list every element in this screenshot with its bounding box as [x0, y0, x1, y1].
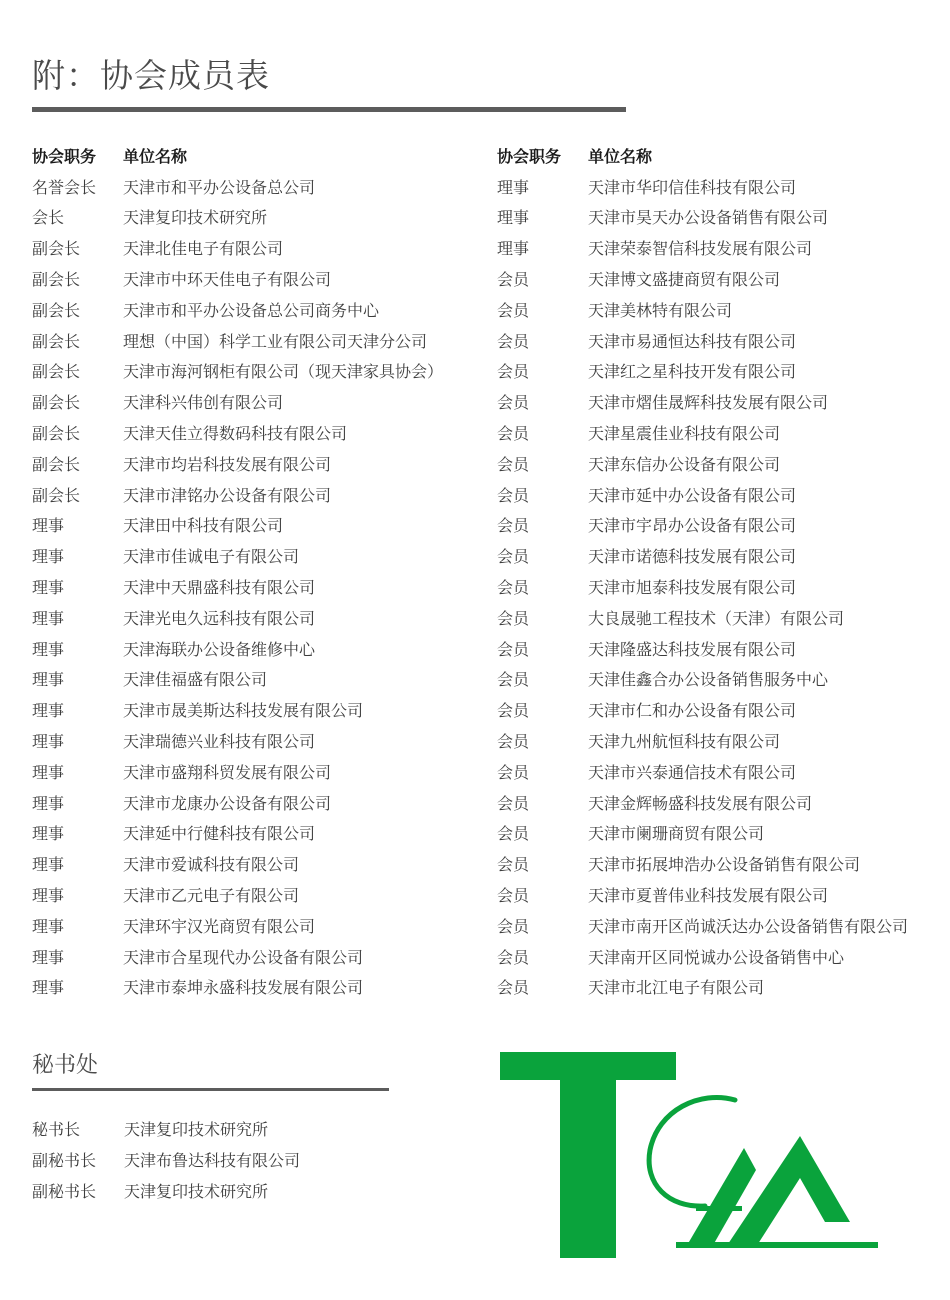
table-row — [32, 540, 482, 571]
table-row — [497, 879, 947, 910]
table-row — [497, 941, 947, 972]
member-role: 会员 — [497, 608, 530, 628]
member-role: 会员 — [497, 547, 530, 567]
member-unit: 天津市延中办公设备有限公司 — [588, 485, 797, 505]
table-row — [32, 694, 482, 725]
member-unit: 天津市夏普伟业科技发展有限公司 — [588, 886, 829, 906]
member-role: 会员 — [497, 516, 530, 536]
member-role: 会员 — [497, 793, 530, 813]
member-unit: 天津复印技术研究所 — [124, 1120, 269, 1139]
member-role: 理事 — [32, 978, 65, 998]
member-unit: 天津金辉畅盛科技发展有限公司 — [588, 793, 813, 813]
member-role: 会员 — [497, 701, 530, 721]
member-unit: 天津南开区同悦诚办公设备销售中心 — [588, 947, 845, 967]
member-unit: 天津隆盛达科技发展有限公司 — [588, 639, 797, 659]
member-role: 会员 — [497, 916, 530, 936]
table-row — [497, 263, 947, 294]
member-unit: 天津市泰坤永盛科技发展有限公司 — [123, 978, 364, 998]
role-column-header: 协会职务 — [32, 146, 97, 166]
member-unit: 天津市华印信佳科技有限公司 — [588, 177, 797, 197]
member-role: 理事 — [32, 886, 65, 906]
member-role: 副会长 — [32, 331, 81, 351]
member-unit: 天津延中行健科技有限公司 — [123, 824, 316, 844]
member-unit: 天津科兴伟创有限公司 — [123, 393, 284, 413]
table-row — [32, 294, 482, 325]
member-unit: 天津市南开区尚诚沃达办公设备销售有限公司 — [588, 916, 909, 936]
table-header — [497, 140, 947, 171]
table-row — [497, 602, 947, 633]
member-unit: 天津佳鑫合办公设备销售服务中心 — [588, 670, 829, 690]
member-role: 会员 — [497, 270, 530, 290]
member-role: 理事 — [32, 670, 65, 690]
table-row — [497, 171, 947, 202]
table-row — [497, 325, 947, 356]
member-role: 会员 — [497, 886, 530, 906]
table-row — [497, 787, 947, 818]
member-unit: 天津市易通恒达科技有限公司 — [588, 331, 797, 351]
role-column-header: 协会职务 — [497, 146, 562, 166]
member-unit: 天津市佳诚电子有限公司 — [123, 547, 300, 567]
member-role: 会员 — [497, 300, 530, 320]
member-role: 会员 — [497, 855, 530, 875]
table-row — [32, 910, 482, 941]
member-unit: 天津星震佳业科技有限公司 — [588, 424, 781, 444]
table-row — [32, 202, 482, 233]
member-role: 会员 — [497, 393, 530, 413]
table-row — [497, 417, 947, 448]
table-row — [32, 386, 482, 417]
member-unit: 天津复印技术研究所 — [123, 208, 268, 228]
table-row — [497, 818, 947, 849]
member-role: 理事 — [32, 516, 65, 536]
logo-t-bar — [500, 1052, 676, 1080]
member-role: 副秘书长 — [32, 1182, 97, 1201]
table-row — [497, 202, 947, 233]
member-unit: 天津市津铭办公设备有限公司 — [123, 485, 332, 505]
member-role: 理事 — [32, 578, 65, 598]
table-row — [497, 756, 947, 787]
table-row — [497, 479, 947, 510]
table-row — [32, 725, 482, 756]
table-row — [497, 694, 947, 725]
table-row — [497, 725, 947, 756]
member-unit: 天津市海河钢柜有限公司（现天津家具协会） — [123, 362, 444, 382]
member-unit: 天津九州航恒科技有限公司 — [588, 732, 781, 752]
table-row — [497, 448, 947, 479]
member-role: 会员 — [497, 824, 530, 844]
member-role: 副会长 — [32, 393, 81, 413]
member-unit: 天津市乙元电子有限公司 — [123, 886, 300, 906]
member-role: 理事 — [32, 547, 65, 567]
member-unit: 天津北佳电子有限公司 — [123, 239, 284, 259]
table-row — [32, 479, 482, 510]
member-role: 会员 — [497, 947, 530, 967]
member-role: 副会长 — [32, 270, 81, 290]
member-role: 理事 — [32, 639, 65, 659]
table-row — [32, 879, 482, 910]
member-unit: 天津佳福盛有限公司 — [123, 670, 268, 690]
table-row — [497, 664, 947, 695]
member-unit: 天津市晟美斯达科技发展有限公司 — [123, 701, 364, 721]
member-unit: 天津市兴泰通信技术有限公司 — [588, 762, 797, 782]
table-row — [32, 171, 482, 202]
table-row — [497, 848, 947, 879]
table-row — [497, 972, 947, 1003]
title-divider — [32, 107, 626, 112]
table-row — [32, 1175, 300, 1206]
table-row — [32, 787, 482, 818]
page-title: 附：协会成员表 — [32, 56, 270, 95]
table-row — [32, 325, 482, 356]
member-role: 会员 — [497, 331, 530, 351]
table-row — [32, 1144, 300, 1175]
member-role: 会员 — [497, 424, 530, 444]
member-role: 理事 — [32, 824, 65, 844]
secretariat-divider — [32, 1088, 389, 1091]
table-row — [32, 602, 482, 633]
member-unit: 天津市熠佳晟辉科技发展有限公司 — [588, 393, 829, 413]
member-role: 会员 — [497, 978, 530, 998]
member-unit: 天津复印技术研究所 — [124, 1182, 269, 1201]
member-unit: 天津瑞德兴业科技有限公司 — [123, 732, 316, 752]
member-unit: 天津市和平办公设备总公司商务中心 — [123, 300, 380, 320]
member-unit: 天津东信办公设备有限公司 — [588, 454, 781, 474]
table-row — [32, 417, 482, 448]
member-unit: 天津市拓展坤浩办公设备销售有限公司 — [588, 855, 861, 875]
table-row — [32, 1113, 300, 1144]
member-unit: 天津市阑珊商贸有限公司 — [588, 824, 765, 844]
member-unit: 天津市中环天佳电子有限公司 — [123, 270, 332, 290]
table-row — [497, 386, 947, 417]
table-row — [32, 972, 482, 1003]
table-row — [32, 664, 482, 695]
member-role: 理事 — [32, 793, 65, 813]
secretariat-list — [32, 1113, 300, 1206]
member-unit: 天津市旭泰科技发展有限公司 — [588, 578, 797, 598]
member-role: 会员 — [497, 762, 530, 782]
unit-column-header: 单位名称 — [588, 146, 653, 166]
member-unit: 天津美林特有限公司 — [588, 300, 733, 320]
table-row — [32, 510, 482, 541]
member-role: 会长 — [32, 208, 65, 228]
table-row — [32, 818, 482, 849]
table-row — [32, 848, 482, 879]
member-unit: 天津红之星科技开发有限公司 — [588, 362, 797, 382]
member-role: 理事 — [32, 947, 65, 967]
member-unit: 天津博文盛捷商贸有限公司 — [588, 270, 781, 290]
member-unit: 天津市龙康办公设备有限公司 — [123, 793, 332, 813]
member-role: 会员 — [497, 454, 530, 474]
table-header — [32, 140, 482, 171]
member-unit: 天津市合星现代办公设备有限公司 — [123, 947, 364, 967]
member-role: 副会长 — [32, 454, 81, 474]
member-unit: 天津光电久远科技有限公司 — [123, 608, 316, 628]
unit-column-header: 单位名称 — [123, 146, 188, 166]
member-role: 会员 — [497, 362, 530, 382]
member-role: 理事 — [497, 208, 530, 228]
member-unit: 天津市昊天办公设备销售有限公司 — [588, 208, 829, 228]
member-unit: 理想（中国）科学工业有限公司天津分公司 — [123, 331, 428, 351]
member-unit: 天津市和平办公设备总公司 — [123, 177, 316, 197]
table-row — [497, 232, 947, 263]
member-unit: 天津荣泰智信科技发展有限公司 — [588, 239, 813, 259]
member-unit: 天津市北江电子有限公司 — [588, 978, 765, 998]
member-unit: 天津天佳立得数码科技有限公司 — [123, 424, 348, 444]
logo-t-stem — [560, 1078, 616, 1258]
secretariat-title: 秘书处 — [32, 1053, 99, 1078]
member-unit: 天津布鲁达科技有限公司 — [124, 1151, 301, 1170]
member-role: 理事 — [497, 177, 530, 197]
table-row — [32, 633, 482, 664]
member-role: 理事 — [32, 762, 65, 782]
member-unit: 天津市均岩科技发展有限公司 — [123, 454, 332, 474]
table-row — [32, 448, 482, 479]
table-row — [32, 756, 482, 787]
table-row — [32, 571, 482, 602]
member-role: 副秘书长 — [32, 1151, 97, 1170]
member-unit: 天津市诺德科技发展有限公司 — [588, 547, 797, 567]
member-role: 副会长 — [32, 485, 81, 505]
member-role: 副会长 — [32, 239, 81, 259]
logo-baseline — [676, 1242, 878, 1248]
member-unit: 天津海联办公设备维修中心 — [123, 639, 316, 659]
member-role: 理事 — [32, 732, 65, 752]
member-unit: 天津市宇昂办公设备有限公司 — [588, 516, 797, 536]
member-role: 理事 — [32, 608, 65, 628]
table-row — [497, 633, 947, 664]
member-role: 副会长 — [32, 424, 81, 444]
member-table-left — [32, 140, 482, 1002]
table-row — [497, 356, 947, 387]
member-unit: 天津环宇汉光商贸有限公司 — [123, 916, 316, 936]
member-unit: 天津田中科技有限公司 — [123, 516, 284, 536]
member-unit: 天津市盛翔科贸发展有限公司 — [123, 762, 332, 782]
member-role: 理事 — [32, 855, 65, 875]
table-row — [32, 356, 482, 387]
logo-a-small-bar — [696, 1206, 742, 1211]
member-unit: 大良晟驰工程技术（天津）有限公司 — [588, 608, 845, 628]
member-unit: 天津市仁和办公设备有限公司 — [588, 701, 797, 721]
member-role: 理事 — [32, 916, 65, 936]
member-unit: 天津市爱诚科技有限公司 — [123, 855, 300, 875]
table-row — [497, 540, 947, 571]
table-row — [497, 910, 947, 941]
table-row — [32, 232, 482, 263]
table-row — [497, 571, 947, 602]
member-role: 会员 — [497, 639, 530, 659]
member-role: 副会长 — [32, 362, 81, 382]
member-role: 理事 — [32, 701, 65, 721]
table-row — [497, 294, 947, 325]
member-role: 理事 — [497, 239, 530, 259]
member-role: 副会长 — [32, 300, 81, 320]
member-role: 会员 — [497, 485, 530, 505]
member-unit: 天津中天鼎盛科技有限公司 — [123, 578, 316, 598]
association-logo — [500, 1052, 880, 1258]
member-role: 会员 — [497, 578, 530, 598]
table-row — [32, 263, 482, 294]
table-row — [497, 510, 947, 541]
table-row — [32, 941, 482, 972]
member-table-right — [497, 140, 947, 1002]
member-role: 会员 — [497, 732, 530, 752]
member-role: 会员 — [497, 670, 530, 690]
member-role: 秘书长 — [32, 1120, 81, 1139]
member-role: 名誉会长 — [32, 177, 97, 197]
